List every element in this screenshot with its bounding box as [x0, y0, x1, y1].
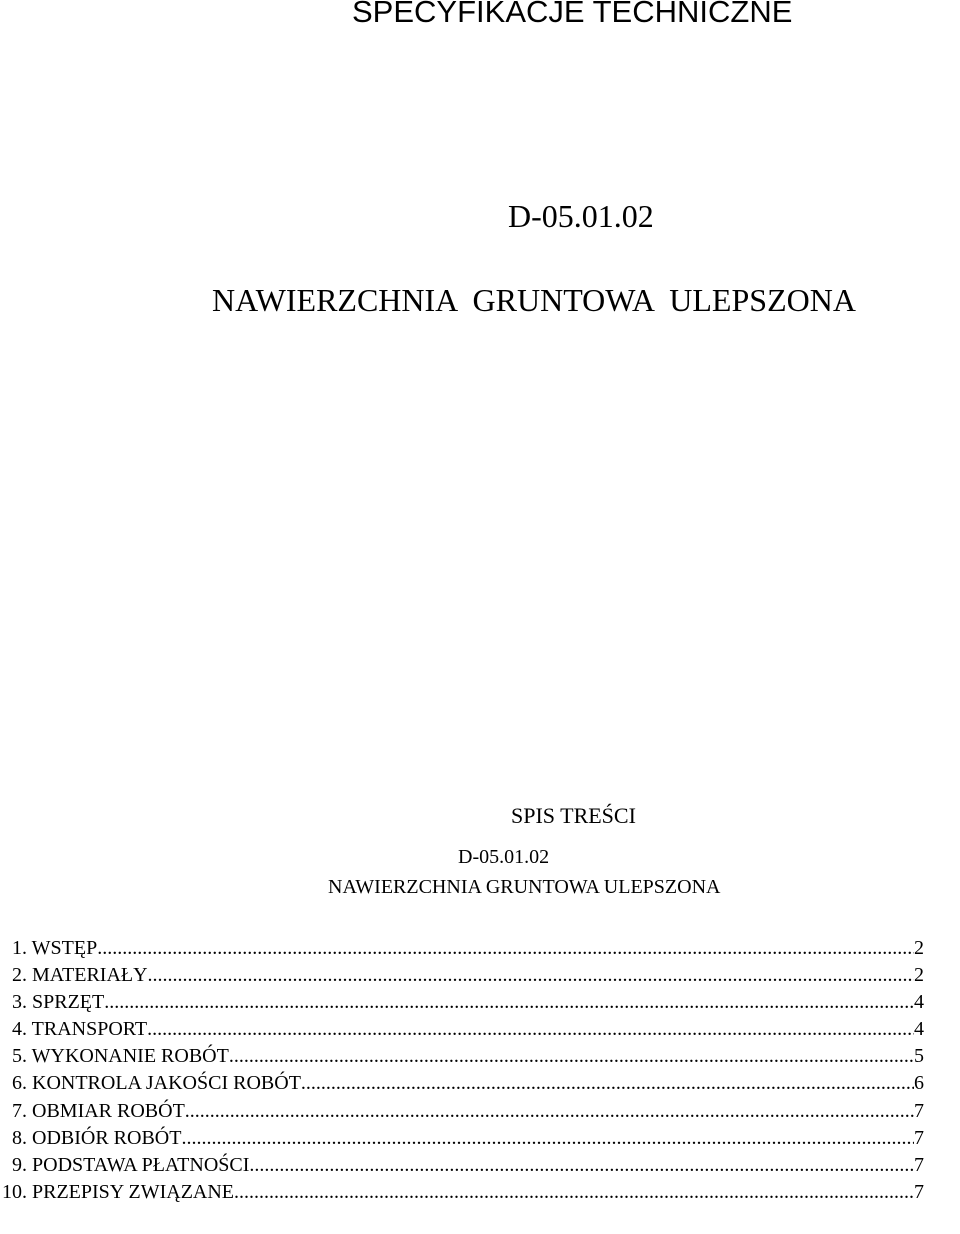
spec-code: D-05.01.02	[508, 198, 654, 234]
toc-entry-label: 8. ODBIÓR ROBÓT	[12, 1126, 182, 1149]
toc-entry-label: 2. MATERIAŁY	[12, 964, 148, 987]
toc-entry-page: 6	[914, 1072, 924, 1095]
page-header: SPECYFIKACJE TECHNICZNE	[352, 0, 793, 29]
toc-leader-dots	[185, 1098, 914, 1125]
toc-leader-dots	[97, 935, 914, 962]
toc-entry-label: 4. TRANSPORT	[12, 1018, 148, 1041]
toc-entry[interactable]	[0, 1152, 924, 1179]
toc-entry[interactable]	[0, 1070, 924, 1097]
toc-entry-page: 4	[914, 1018, 924, 1041]
toc-leader-dots	[301, 1070, 914, 1097]
toc-entry[interactable]	[0, 1016, 924, 1043]
toc-leader-dots	[147, 1016, 914, 1043]
toc-entry[interactable]	[0, 962, 924, 989]
toc-entry-page: 2	[914, 937, 924, 959]
toc-entry[interactable]	[0, 1179, 924, 1206]
toc-leader-dots	[249, 1152, 914, 1179]
toc-entry-page: 7	[914, 1099, 924, 1122]
toc-entry[interactable]	[0, 935, 924, 962]
toc-leader-dots	[234, 1179, 914, 1206]
toc-entry-page: 4	[914, 991, 924, 1014]
toc-entry-page: 7	[914, 1153, 924, 1176]
toc-leader-dots	[229, 1043, 914, 1070]
spec-title: NAWIERZCHNIA GRUNTOWA ULEPSZONA	[212, 282, 856, 318]
toc-entry-label: 5. WYKONANIE ROBÓT	[12, 1045, 229, 1068]
toc-entry-page: 2	[914, 964, 924, 987]
toc-entry[interactable]	[0, 1125, 924, 1152]
toc-title: NAWIERZCHNIA GRUNTOWA ULEPSZONA	[328, 876, 721, 898]
toc-entry-label: 9. PODSTAWA PŁATNOŚCI	[12, 1153, 250, 1176]
toc-entry-label: 7. OBMIAR ROBÓT	[12, 1099, 185, 1122]
toc-list	[0, 935, 924, 1206]
toc-entry-page: 5	[914, 1045, 924, 1068]
toc-entry-label: 1. WSTĘP	[12, 937, 98, 959]
toc-entry-label: 3. SPRZĘT	[12, 991, 105, 1014]
toc-entry[interactable]	[0, 1043, 924, 1070]
toc-entry-label: 6. KONTROLA JAKOŚCI ROBÓT	[12, 1072, 301, 1095]
toc-heading: SPIS TREŚCI	[511, 803, 636, 828]
toc-code: D-05.01.02	[458, 846, 550, 868]
toc-entry-page: 7	[914, 1126, 924, 1149]
toc-entry[interactable]	[0, 1098, 924, 1125]
toc-leader-dots	[181, 1125, 914, 1152]
toc-leader-dots	[104, 989, 914, 1016]
toc-entry-page: 7	[914, 1180, 924, 1203]
toc-leader-dots	[148, 962, 914, 989]
toc-entry-label: 10. PRZEPISY ZWIĄZANE	[2, 1180, 235, 1203]
toc-entry[interactable]	[0, 989, 924, 1016]
